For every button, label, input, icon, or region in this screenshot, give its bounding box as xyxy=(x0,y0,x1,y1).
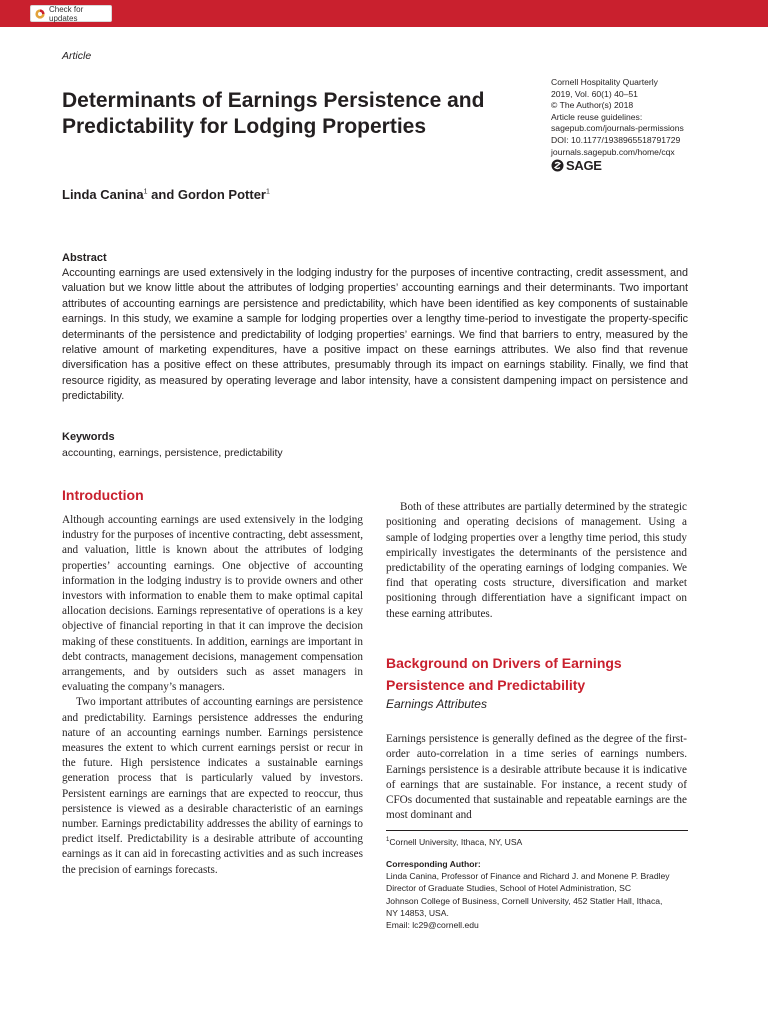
footnote-divider xyxy=(386,830,688,831)
affiliation-marker: 1 xyxy=(143,188,148,196)
body-paragraph: Although accounting earnings are used extensively in the lodging industry for the purposes of incentive contracting, debt assessment, and valuation, little is known about the attributes of lodging properties’ accounting earnings. One objective of accounting information in the lodging industry is to provide owners and other investors with information to enable them to make optimal capital allocation decisions. Earnings representative of operations is a key objective of financial reporting in that it can improve the decision making of these constituents. In addition, earnings are important in debt contracts, management decisions, management compensation arrangements, and by outsiders such as asset managers in evaluating the company’s managers. xyxy=(62,514,363,694)
body-paragraph: Earnings persistence is generally defined as the degree of the first-order auto-correlation in a time series of earnings numbers. Earnings persistence is a desirable attribute because it is indicative of earnings that are sustainable. For instance, a recent study of CFOs documented that sustainable and repeatable earnings are the most dominant and xyxy=(386,733,687,822)
corresponding-email[interactable]: Email: lc29@cornell.edu xyxy=(386,920,479,931)
keywords-heading: Keywords xyxy=(62,431,115,443)
article-type-label: Article xyxy=(62,50,92,62)
footnote-marker: 1 xyxy=(386,837,390,844)
keywords-list: accounting, earnings, persistence, predictability xyxy=(62,447,283,459)
copyright: © The Author(s) 2018 xyxy=(551,100,634,111)
permissions-link[interactable]: sagepub.com/journals-permissions xyxy=(551,123,684,134)
author-conjunction: and xyxy=(147,187,178,202)
check-for-updates-label: Check for updates xyxy=(49,4,84,23)
crossmark-icon xyxy=(35,9,45,19)
article-title: Determinants of Earnings Persistence and Predictability for Lodging Properties xyxy=(62,89,485,138)
journal-info xyxy=(551,77,761,158)
earnings-attributes-subheading: Earnings Attributes xyxy=(386,697,487,711)
background-heading-line: Persistence and Predictability xyxy=(386,677,586,693)
check-for-updates-button[interactable] xyxy=(30,5,112,22)
top-banner xyxy=(0,0,768,27)
journal-homepage-link[interactable]: journals.sagepub.com/home/cqx xyxy=(551,146,675,157)
left-column xyxy=(62,513,363,878)
abstract-heading: Abstract xyxy=(62,252,107,264)
introduction-heading: Introduction xyxy=(62,487,144,503)
doi[interactable]: DOI: 10.1177/1938965518791729 xyxy=(551,134,681,145)
authors xyxy=(62,187,270,202)
background-heading xyxy=(386,652,686,696)
publisher-name: SAGE xyxy=(566,158,602,173)
corresponding-author xyxy=(386,858,696,931)
author-name: Linda Canina xyxy=(62,187,144,202)
sage-icon xyxy=(551,159,564,172)
reuse-guidelines-label: Article reuse guidelines: xyxy=(551,111,643,122)
right-column-bottom xyxy=(386,721,687,835)
abstract-text: Accounting earnings are used extensively in the lodging industry for the purposes of incentive contracting, credit assessment, and valuation but we know little about the attributes of lodging properties’ accounting earnings and their determinants. Two important attributes of accounting earnings are persistence and predictability, which have been identified as key components of sustainable earnings. In this study, we examine a sample for lodging properties over a lengthy time-period to investigate the property-specific determinants of the persistence and predictability of lodging properties’ earnings. We find that barriers to entry, measured by the relative amount of marketing expenditures, have a positive impact on these earnings attributes. We also find that revenue diversification has a positive effect on these attributes, presumably through its impact on earnings stability. Finally, we find that resource rigidity, as measured by operating leverage and labor intensity, have a consistent dampening impact on persistence and predictability. xyxy=(62,267,688,403)
background-heading-line: Background on Drivers of Earnings xyxy=(386,655,622,671)
corresponding-author-heading: Corresponding Author: xyxy=(386,859,481,869)
corresponding-line: Linda Canina, Professor of Finance and Richard J. and Monene P. Bradley xyxy=(386,871,670,882)
affiliation-marker: 1 xyxy=(265,188,270,196)
corresponding-line: NY 14853, USA. xyxy=(386,907,449,918)
sage-logo xyxy=(551,158,602,173)
body-paragraph: Both of these attributes are partially determined by the strategic positioning and operating decisions of management. Using a sample of lodging properties over a lengthy time period, this study empirically investigates the determinants of the persistence and predictability of the operating earnings of lodging companies. We find that operating costs structure, diversification and market positioning through differentiation have a significant impact on these earning attributes. xyxy=(386,501,687,620)
body-paragraph: Two important attributes of accounting earnings are persistence and predictability. Earnings persistence addresses the enduring nature of an accounting earnings number. Earnings persistence measures the extent to which current earnings persist or recur in the future. High persistence indicates a sustainable earnings generation process that is particularly valued by investors. Persistent earnings are earnings that are expected to reoccur, thus persistence is viewed as a desirable characteristic of an earnings number. Earnings predictability addresses the ability of earnings to predict itself. Predictability is a desirable attribute of accounting earnings as it can aid in forecasting activities and as such increases the precision of earnings forecasts. xyxy=(62,696,363,876)
author-name: Gordon Potter xyxy=(177,187,266,202)
journal-name: Cornell Hospitality Quarterly xyxy=(551,77,658,87)
corresponding-line: Johnson College of Business, Cornell University, 452 Statler Hall, Ithaca, xyxy=(386,895,663,906)
right-column-top xyxy=(386,489,687,633)
affiliation-text: Cornell University, Ithaca, NY, USA xyxy=(389,837,523,847)
journal-volume: 2019, Vol. 60(1) 40–51 xyxy=(551,88,638,99)
corresponding-line: Director of Graduate Studies, School of Hotel Administration, SC xyxy=(386,883,632,894)
affiliation-footnote xyxy=(386,837,522,847)
